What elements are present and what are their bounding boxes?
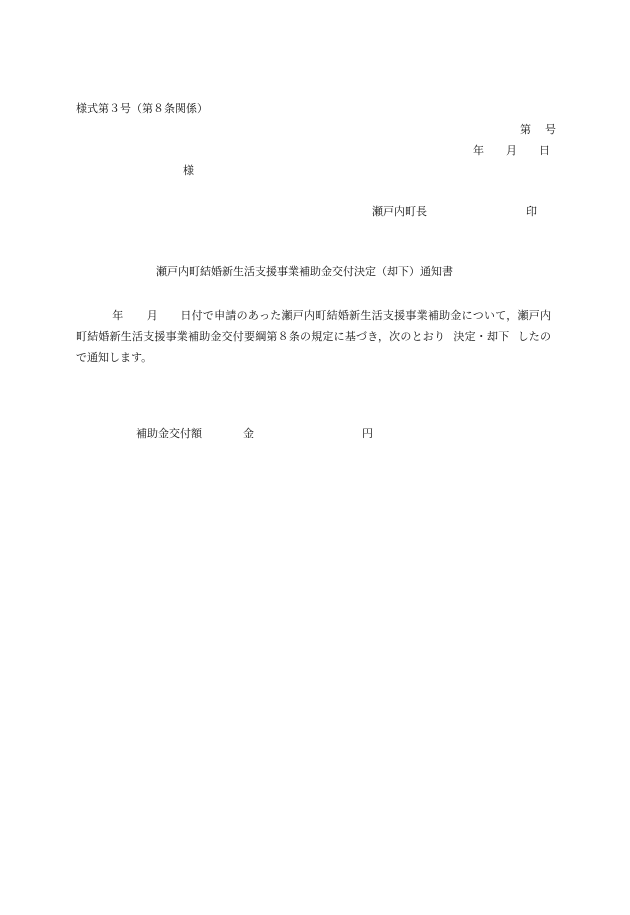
body-year: 年 bbox=[112, 309, 124, 322]
document-title: 瀬戸内町結婚新生活支援事業補助金交付決定（却下）通知書 bbox=[156, 265, 453, 278]
body-text-end: したので通知します。 bbox=[76, 330, 552, 364]
date-year: 年 bbox=[473, 144, 484, 157]
document-date bbox=[473, 145, 550, 156]
body-text-main: 日付で申請のあった瀬戸内町結婚新生活支援事業補助金について，瀬戸内町結婚新生活支援事業補助金交付要綱第８条の規定に基づき，次のとおり bbox=[76, 309, 552, 343]
issuer-name: 瀬戸内町長 bbox=[372, 205, 427, 218]
amount-unit: 円 bbox=[362, 427, 373, 440]
document-number-suffix: 号 bbox=[545, 123, 556, 136]
amount-label: 補助金交付額 bbox=[136, 427, 202, 440]
notice-body bbox=[76, 305, 551, 368]
amount-prefix: 金 bbox=[243, 427, 254, 440]
decision-choice: 決定・却下 bbox=[453, 330, 510, 343]
recipient-honorific: 様 bbox=[183, 164, 194, 177]
document-number bbox=[520, 124, 556, 135]
date-day: 日 bbox=[539, 144, 550, 157]
document-number-prefix: 第 bbox=[520, 123, 531, 136]
seal-mark: 印 bbox=[526, 205, 537, 218]
date-month: 月 bbox=[506, 144, 517, 157]
body-month: 月 bbox=[146, 309, 159, 322]
form-number: 様式第３号（第８条関係） bbox=[76, 102, 208, 115]
